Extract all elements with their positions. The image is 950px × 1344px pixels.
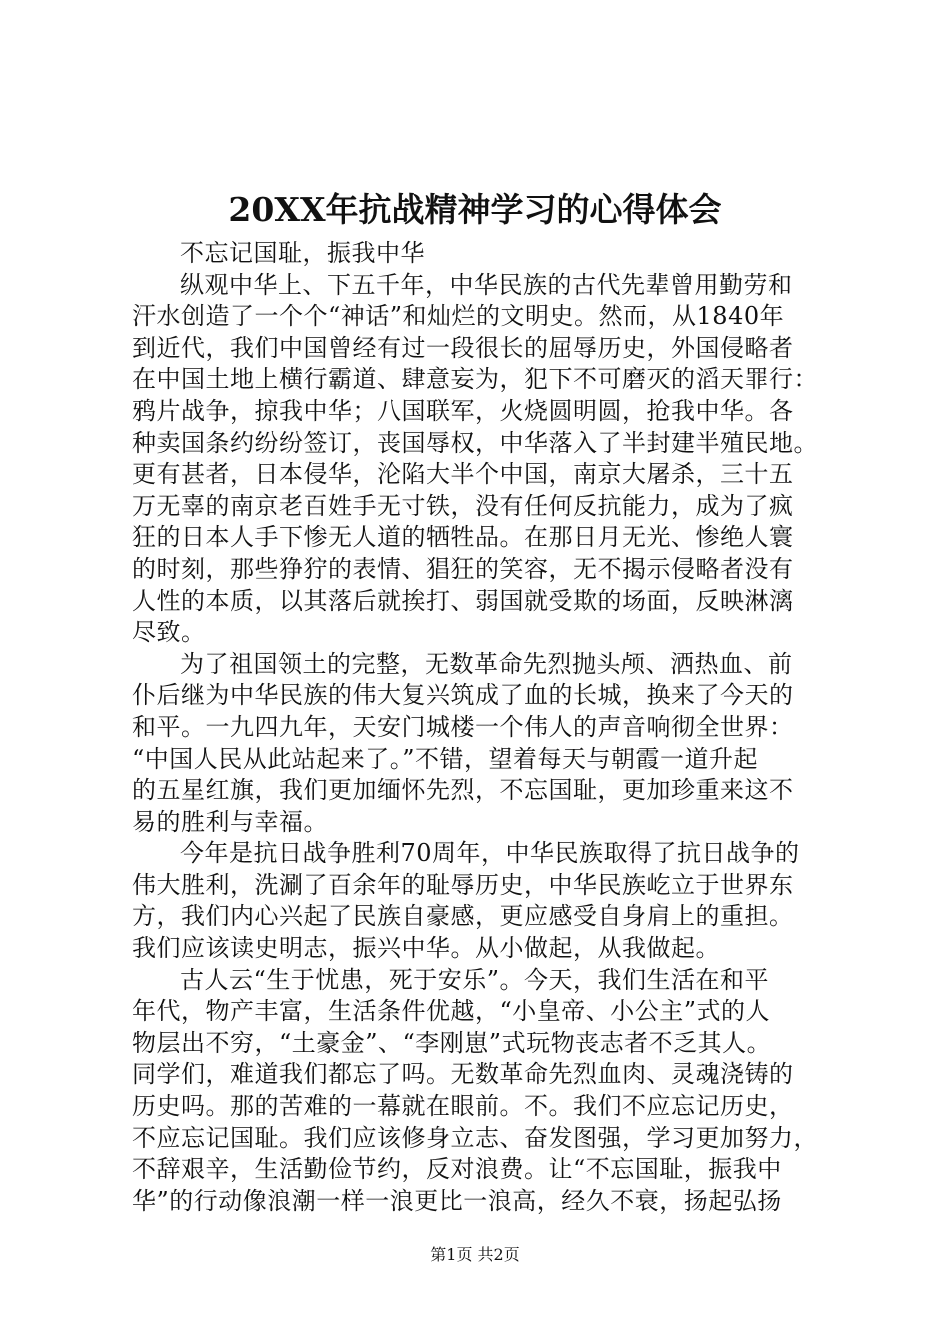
paragraph-line: 华”的行动像浪潮一样一浪更比一浪高，经久不衰，扬起弘扬 bbox=[132, 1186, 782, 1215]
paragraph-line: 伟大胜利，洗涮了百余年的耻辱历史，中华民族屹立于世界东 bbox=[132, 870, 794, 899]
paragraph-line: 人性的本质，以其落后就挨打、弱国就受欺的场面，反映淋漓 bbox=[132, 586, 794, 615]
paragraph-line: 不应忘记国耻。我们应该修身立志、奋发图强，学习更加努力， bbox=[132, 1123, 818, 1152]
paragraph-line: 的五星红旗，我们更加缅怀先烈，不忘国耻，更加珍重来这不 bbox=[132, 776, 794, 805]
paragraph-line: 在中国土地上横行霸道、肆意妄为，犯下不可磨灭的滔天罪行： bbox=[132, 365, 818, 394]
paragraph-line: 不辞艰辛，生活勤俭节约，反对浪费。让“不忘国耻，振我中 bbox=[132, 1155, 782, 1184]
paragraph-line: 种卖国条约纷纷签订，丧国辱权，中华落入了半封建半殖民地。 bbox=[132, 428, 818, 457]
paragraph-line: 物层出不穷，“土豪金”、“李刚崽”式玩物丧志者不乏其人。 bbox=[132, 1028, 772, 1057]
paragraph-line: 更有甚者，日本侵华，沦陷大半个中国，南京大屠杀，三十五 bbox=[132, 460, 794, 489]
paragraph-line: 的时刻，那些狰狞的表情、猖狂的笑容，无不揭示侵略者没有 bbox=[132, 554, 794, 583]
paragraph-line: 鸦片战争，掠我中华；八国联军，火烧圆明圆，抢我中华。各 bbox=[132, 396, 794, 425]
paragraph-line: 古人云“生于忧患，死于安乐”。今天，我们生活在和平 bbox=[180, 965, 770, 994]
paragraph-line: 尽致。 bbox=[132, 618, 206, 647]
paragraph-line: “中国人民从此站起来了。”不错，望着每天与朝霞一道升起 bbox=[132, 744, 759, 773]
paragraph-line: 同学们，难道我们都忘了吗。无数革命先烈血肉、灵魂浇铸的 bbox=[132, 1060, 794, 1089]
document-title: 20XX年抗战精神学习的心得体会 bbox=[228, 190, 722, 229]
paragraph-line: 万无辜的南京老百姓手无寸铁，没有任何反抗能力，成为了疯 bbox=[132, 491, 794, 520]
paragraph-line: 到近代，我们中国曾经有过一段很长的屈辱历史，外国侵略者 bbox=[132, 333, 794, 362]
paragraph-line: 年代，物产丰富，生活条件优越，“小皇帝、小公主”式的人 bbox=[132, 997, 771, 1026]
paragraph-line: 纵观中华上、下五千年，中华民族的古代先辈曾用勤劳和 bbox=[180, 270, 793, 299]
paragraph-line: 今年是抗日战争胜利70周年，中华民族取得了抗日战争的 bbox=[180, 839, 800, 868]
paragraph-line: 汗水创造了一个个“神话”和灿烂的文明史。然而，从1840年 bbox=[132, 302, 785, 331]
paragraph-line: 我们应该读史明志，振兴中华。从小做起，从我做起。 bbox=[132, 934, 720, 963]
paragraph-line: 方，我们内心兴起了民族自豪感，更应感受自身肩上的重担。 bbox=[132, 902, 794, 931]
subtitle-line: 不忘记国耻，振我中华 bbox=[180, 239, 425, 267]
document-body bbox=[132, 238, 852, 1217]
paragraph-line: 狂的日本人手下惨无人道的牺牲品。在那日月无光、惨绝人寰 bbox=[132, 523, 794, 552]
page-number-footer: 第1页 共2页 bbox=[430, 1245, 520, 1264]
paragraph-line: 仆后继为中华民族的伟大复兴筑成了血的长城，换来了今天的 bbox=[132, 681, 794, 710]
paragraph-line: 为了祖国领土的完整，无数革命先烈抛头颅、洒热血、前 bbox=[180, 649, 793, 678]
paragraph-line: 易的胜利与幸福。 bbox=[132, 807, 328, 836]
paragraph-line: 历史吗。那的苦难的一幕就在眼前。不。我们不应忘记历史， bbox=[132, 1092, 794, 1121]
paragraph-line: 和平。一九四九年，天安门城楼一个伟人的声音响彻全世界： bbox=[132, 712, 794, 741]
